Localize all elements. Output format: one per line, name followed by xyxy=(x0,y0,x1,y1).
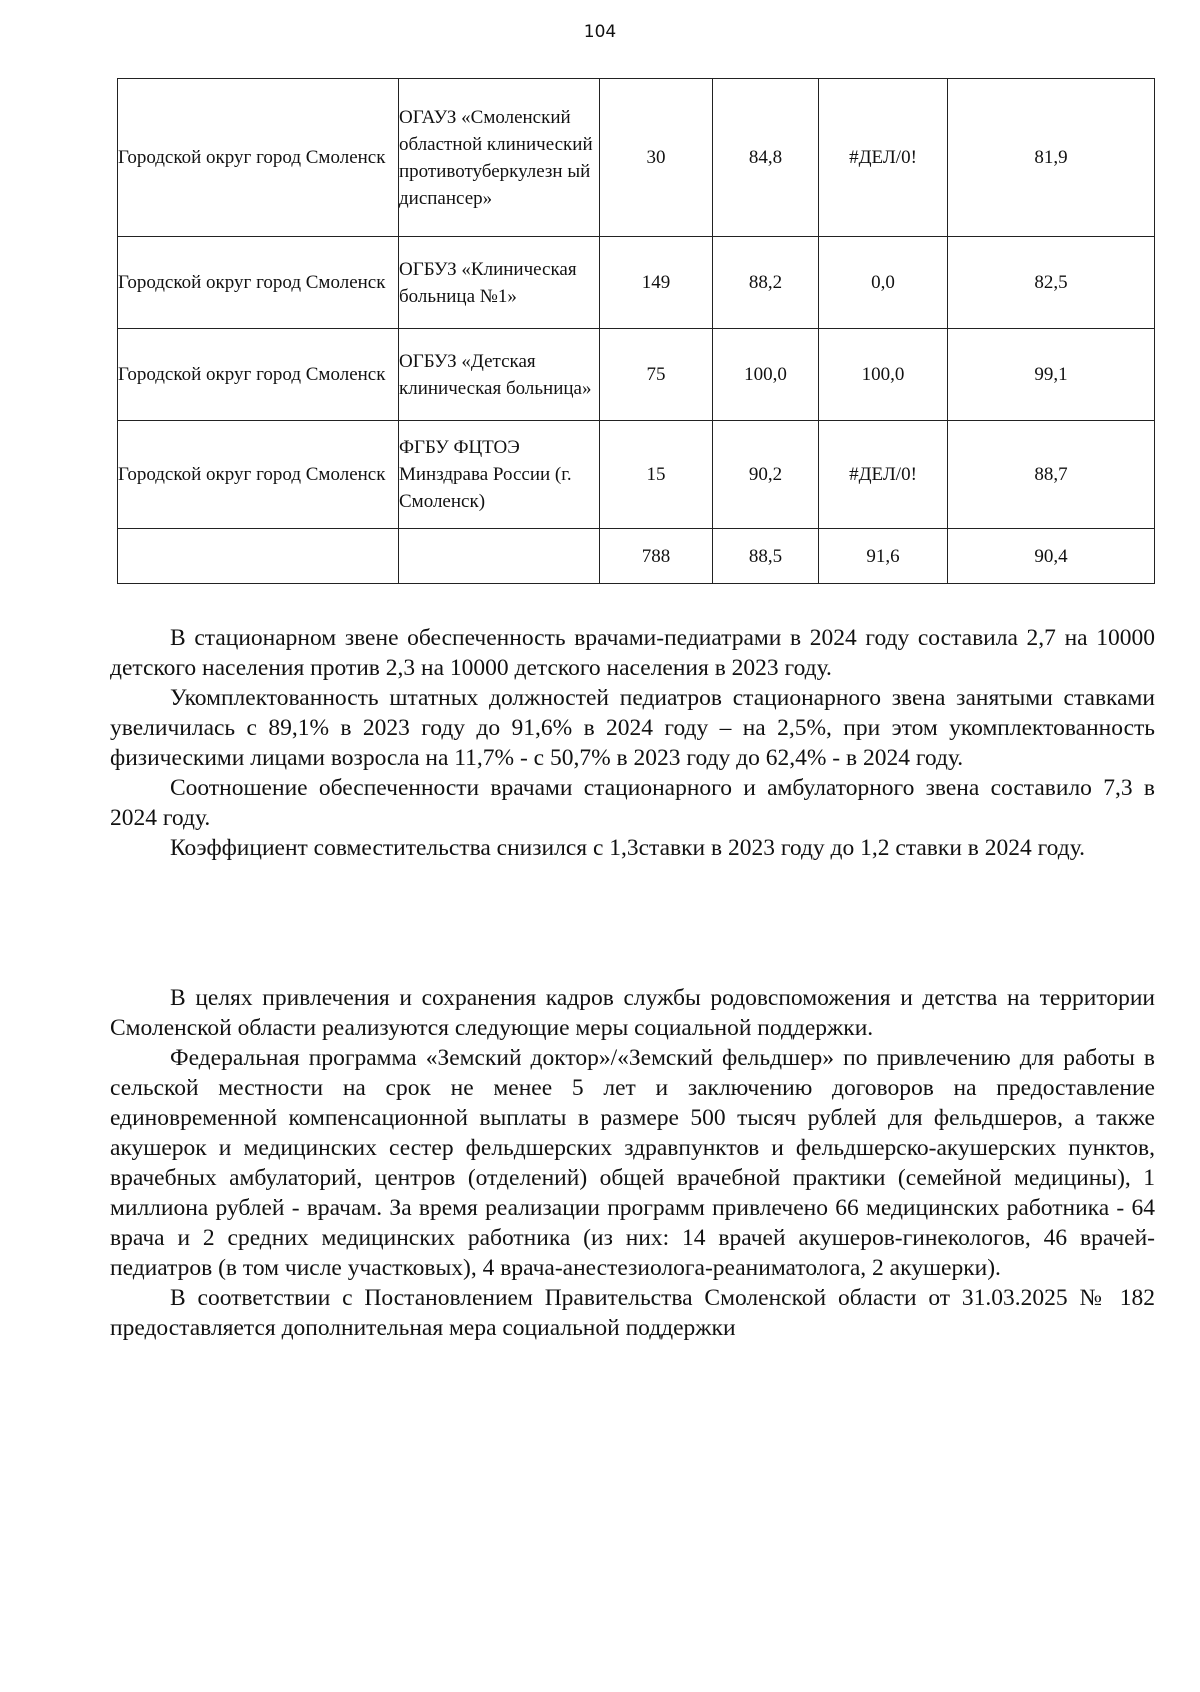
organization-cell: ОГБУЗ «Детская клиническая больница» xyxy=(399,329,600,421)
paragraph: Соотношение обеспеченности врачами стационарного и амбулаторного звена составило 7,3 в 2024 году. xyxy=(110,775,1155,831)
organization-cell: ОГБУЗ «Клиническая больница №1» xyxy=(399,237,600,329)
total-percent-cell: 91,6 xyxy=(819,529,948,584)
total-count-cell: 788 xyxy=(600,529,713,584)
empty-cell xyxy=(399,529,600,584)
table-row xyxy=(118,329,1155,421)
percent-cell: #ДЕЛ/0! xyxy=(819,421,948,529)
paragraph: В стационарном звене обеспеченность врачами-педиатрами в 2024 году составила 2,7 на 10000 детского населения против 2,3 на 10000 детского населения в 2023 году. xyxy=(110,625,1155,681)
table-row xyxy=(118,421,1155,529)
organization-cell: ОГАУЗ «Смоленский областной клинический противотуберкулезн ый диспансер» xyxy=(399,79,600,237)
text-block-pediatric-staffing xyxy=(110,623,1155,863)
region-cell: Городской округ город Смоленск xyxy=(118,329,399,421)
total-percent-cell: 81,9 xyxy=(948,79,1155,237)
percent-cell: 88,2 xyxy=(713,237,819,329)
total-percent-cell: 88,5 xyxy=(713,529,819,584)
paragraph: В целях привлечения и сохранения кадров службы родовспоможения и детства на территории Смоленской области реализуются следующие меры социальной поддержки. xyxy=(110,985,1155,1041)
region-cell: Городской округ город Смоленск xyxy=(118,79,399,237)
paragraph: Федеральная программа «Земский доктор»/«Земский фельдшер» по привлечению для работы в сельской местности на срок не менее 5 лет и заключению договоров на предоставление единовременной компенсационной выплаты в размере 500 тысяч рублей для фельдшеров, а также акушерок и медицинских сестер фельдшерских здравпунктов и фельдшерско-акушерских пунктов, врачебных амбулаторий, центров (отделений) общей врачебной практики (семейной медицины), 1 миллиона рублей - врачам. За время реализации программ привлечено 66 медицинских работника - 64 врача и 2 средних медицинских работника (из них: 14 врачей акушеров-гинекологов, 46 врачей-педиатров (в том числе участковых), 4 врача-анестезиолога-реаниматолога, 2 акушерки). xyxy=(110,1045,1155,1281)
total-percent-cell: 90,4 xyxy=(948,529,1155,584)
region-cell: Городской округ город Смоленск xyxy=(118,421,399,529)
empty-cell xyxy=(118,529,399,584)
total-percent-cell: 82,5 xyxy=(948,237,1155,329)
text-block-social-support xyxy=(110,983,1155,1343)
count-cell: 149 xyxy=(600,237,713,329)
percent-cell: 100,0 xyxy=(713,329,819,421)
paragraph: В соответствии с Постановлением Правительства Смоленской области от 31.03.2025 № 182 предоставляется дополнительная мера социальной поддержки xyxy=(110,1285,1155,1341)
percent-cell: #ДЕЛ/0! xyxy=(819,79,948,237)
percent-cell: 84,8 xyxy=(713,79,819,237)
page-number: 104 xyxy=(583,22,617,42)
organization-cell: ФГБУ ФЦТОЭ Минздрава России (г. Смоленск) xyxy=(399,421,600,529)
table-total-row xyxy=(118,529,1155,584)
percent-cell: 90,2 xyxy=(713,421,819,529)
count-cell: 75 xyxy=(600,329,713,421)
total-percent-cell: 88,7 xyxy=(948,421,1155,529)
count-cell: 30 xyxy=(600,79,713,237)
total-percent-cell: 99,1 xyxy=(948,329,1155,421)
percent-cell: 100,0 xyxy=(819,329,948,421)
table-row xyxy=(118,237,1155,329)
percent-cell: 0,0 xyxy=(819,237,948,329)
count-cell: 15 xyxy=(600,421,713,529)
staffing-table xyxy=(117,78,1155,584)
paragraph: Коэффициент совместительства снизился с 1,3ставки в 2023 году до 1,2 ставки в 2024 году. xyxy=(170,835,1085,861)
region-cell: Городской округ город Смоленск xyxy=(118,237,399,329)
table-row xyxy=(118,79,1155,237)
paragraph: Укомплектованность штатных должностей педиатров стационарного звена занятыми ставками увеличилась с 89,1% в 2023 году до 91,6% в 2024 году – на 2,5%, при этом укомплектованность физическими лицами возросла на 11,7% - с 50,7% в 2023 году до 62,4% - в 2024 году. xyxy=(110,685,1155,771)
